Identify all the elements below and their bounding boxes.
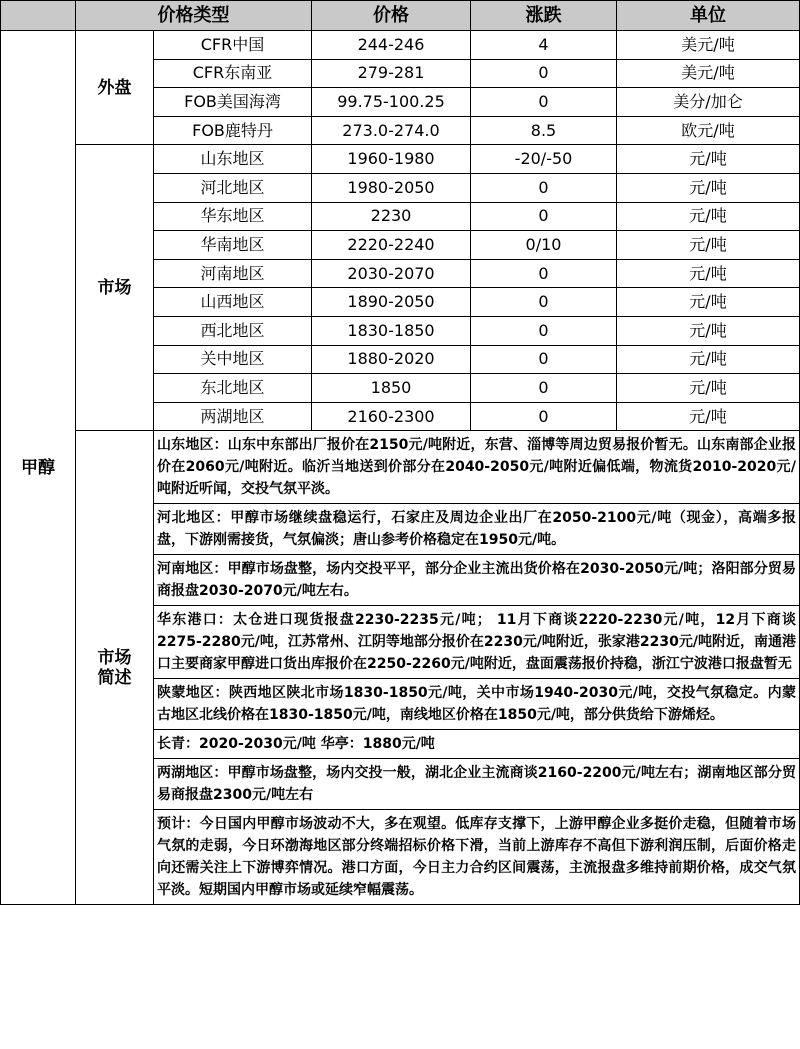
price-type-cell: 山东地区 xyxy=(154,145,312,174)
summary-paragraph: 陕蒙地区：陕西地区陕北市场1830-1850元/吨，关中市场1940-2030元/吨，交投气氛稳定。内蒙古地区北线价格在1830-1850元/吨，南线地区价格在1850元/吨，部分供货给下游烯烃。 xyxy=(154,679,800,730)
summary-paragraph: 山东地区：山东中东部出厂报价在2150元/吨附近，东营、淄博等周边贸易报价暂无。山东南部企业报价在2060元/吨附近。临沂当地送到价部分在2040-2050元/吨附近偏低端，物流货2010-2020元/吨附近听闻，交投气氛平淡。 xyxy=(154,431,800,504)
summary-paragraph: 河北地区：甲醇市场继续盘稳运行，石家庄及周边企业出厂在2050-2100元/吨（现金），高端多报盘，下游刚需接货，气氛偏淡；唐山参考价格稳定在1950元/吨。 xyxy=(154,504,800,555)
unit-cell: 美分/加仑 xyxy=(617,88,800,117)
price-cell: 1960-1980 xyxy=(312,145,471,174)
summary-label-line2: 简述 xyxy=(97,667,132,688)
unit-cell: 元/吨 xyxy=(617,145,800,174)
table-row xyxy=(1,145,800,174)
price-type-cell: 山西地区 xyxy=(154,288,312,317)
unit-cell: 元/吨 xyxy=(617,345,800,374)
price-type-cell: 河南地区 xyxy=(154,259,312,288)
price-type-cell: 西北地区 xyxy=(154,316,312,345)
unit-cell: 元/吨 xyxy=(617,316,800,345)
summary-paragraph: 长青：2020-2030元/吨 华亭：1880元/吨 xyxy=(154,730,800,759)
unit-cell: 美元/吨 xyxy=(617,31,800,60)
unit-cell: 元/吨 xyxy=(617,202,800,231)
unit-cell: 元/吨 xyxy=(617,288,800,317)
price-cell: 1880-2020 xyxy=(312,345,471,374)
header-row xyxy=(1,1,800,31)
price-cell: 1980-2050 xyxy=(312,173,471,202)
price-type-cell: 河北地区 xyxy=(154,173,312,202)
unit-cell: 欧元/吨 xyxy=(617,116,800,145)
change-cell: 0 xyxy=(471,374,617,403)
group-name: 市场 xyxy=(76,145,154,431)
price-cell: 2030-2070 xyxy=(312,259,471,288)
price-type-cell: 关中地区 xyxy=(154,345,312,374)
price-cell: 2220-2240 xyxy=(312,231,471,260)
change-cell: 0 xyxy=(471,173,617,202)
price-type-cell: FOB鹿特丹 xyxy=(154,116,312,145)
price-cell: 2160-2300 xyxy=(312,402,471,431)
summary-label-line1: 市场 xyxy=(97,647,132,668)
price-cell: 1890-2050 xyxy=(312,288,471,317)
change-cell: 0 xyxy=(471,259,617,288)
table-row xyxy=(1,31,800,60)
change-cell: 4 xyxy=(471,31,617,60)
unit-cell: 元/吨 xyxy=(617,402,800,431)
summary-paragraph: 预计：今日国内甲醇市场波动不大，多在观望。低库存支撑下，上游甲醇企业多挺价走稳，但随着市场气氛的走弱，今日环渤海地区部分终端招标价格下滑，当前上游库存不高但下游利润压制，后面价格走向还需关注上下游博弈情况。港口方面，今日主力合约区间震荡，主流报盘多维持前期价格，成交气氛平淡。短期国内甲醇市场或延续窄幅震荡。 xyxy=(154,810,800,905)
unit-cell: 美元/吨 xyxy=(617,59,800,88)
price-cell: 99.75-100.25 xyxy=(312,88,471,117)
header-change: 涨跌 xyxy=(471,1,617,31)
price-type-cell: 华南地区 xyxy=(154,231,312,260)
header-price: 价格 xyxy=(312,1,471,31)
change-cell: 0 xyxy=(471,288,617,317)
summary-label xyxy=(76,431,154,905)
price-type-cell: 东北地区 xyxy=(154,374,312,403)
header-blank-cell xyxy=(1,1,76,31)
price-cell: 244-246 xyxy=(312,31,471,60)
change-cell: 0 xyxy=(471,88,617,117)
summary-row xyxy=(1,431,800,504)
price-type-cell: FOB美国海湾 xyxy=(154,88,312,117)
product-name: 甲醇 xyxy=(1,31,76,905)
price-cell: 1830-1850 xyxy=(312,316,471,345)
summary-paragraph: 两湖地区：甲醇市场盘整，场内交投一般，湖北企业主流商谈2160-2200元/吨左右；湖南地区部分贸易商报盘2300元/吨左右 xyxy=(154,759,800,810)
summary-paragraph: 华东港口：太仓进口现货报盘2230-2235元/吨； 11月下商谈2220-2230元/吨，12月下商谈2275-2280元/吨，江苏常州、江阴等地部分报价在2230元/吨附近，张家港2230元/吨附近，南通港口主要商家甲醇进口货出库报价在2250-2260元/吨附近，盘面震荡报价持稳，浙江宁波港口报盘暂无 xyxy=(154,606,800,679)
unit-cell: 元/吨 xyxy=(617,259,800,288)
change-cell: 0 xyxy=(471,316,617,345)
summary-paragraph: 河南地区：甲醇市场盘整，场内交投平平，部分企业主流出货价格在2030-2050元/吨；洛阳部分贸易商报盘2030-2070元/吨左右。 xyxy=(154,555,800,606)
change-cell: -20/-50 xyxy=(471,145,617,174)
price-type-cell: 两湖地区 xyxy=(154,402,312,431)
change-cell: 0 xyxy=(471,202,617,231)
change-cell: 8.5 xyxy=(471,116,617,145)
group-name: 外盘 xyxy=(76,31,154,145)
price-type-cell: 华东地区 xyxy=(154,202,312,231)
unit-cell: 元/吨 xyxy=(617,173,800,202)
price-cell: 273.0-274.0 xyxy=(312,116,471,145)
price-cell: 279-281 xyxy=(312,59,471,88)
change-cell: 0 xyxy=(471,402,617,431)
header-unit: 单位 xyxy=(617,1,800,31)
price-type-cell: CFR东南亚 xyxy=(154,59,312,88)
price-type-cell: CFR中国 xyxy=(154,31,312,60)
header-price-type: 价格类型 xyxy=(76,1,312,31)
change-cell: 0 xyxy=(471,345,617,374)
price-cell: 2230 xyxy=(312,202,471,231)
change-cell: 0 xyxy=(471,59,617,88)
change-cell: 0/10 xyxy=(471,231,617,260)
price-cell: 1850 xyxy=(312,374,471,403)
unit-cell: 元/吨 xyxy=(617,374,800,403)
unit-cell: 元/吨 xyxy=(617,231,800,260)
